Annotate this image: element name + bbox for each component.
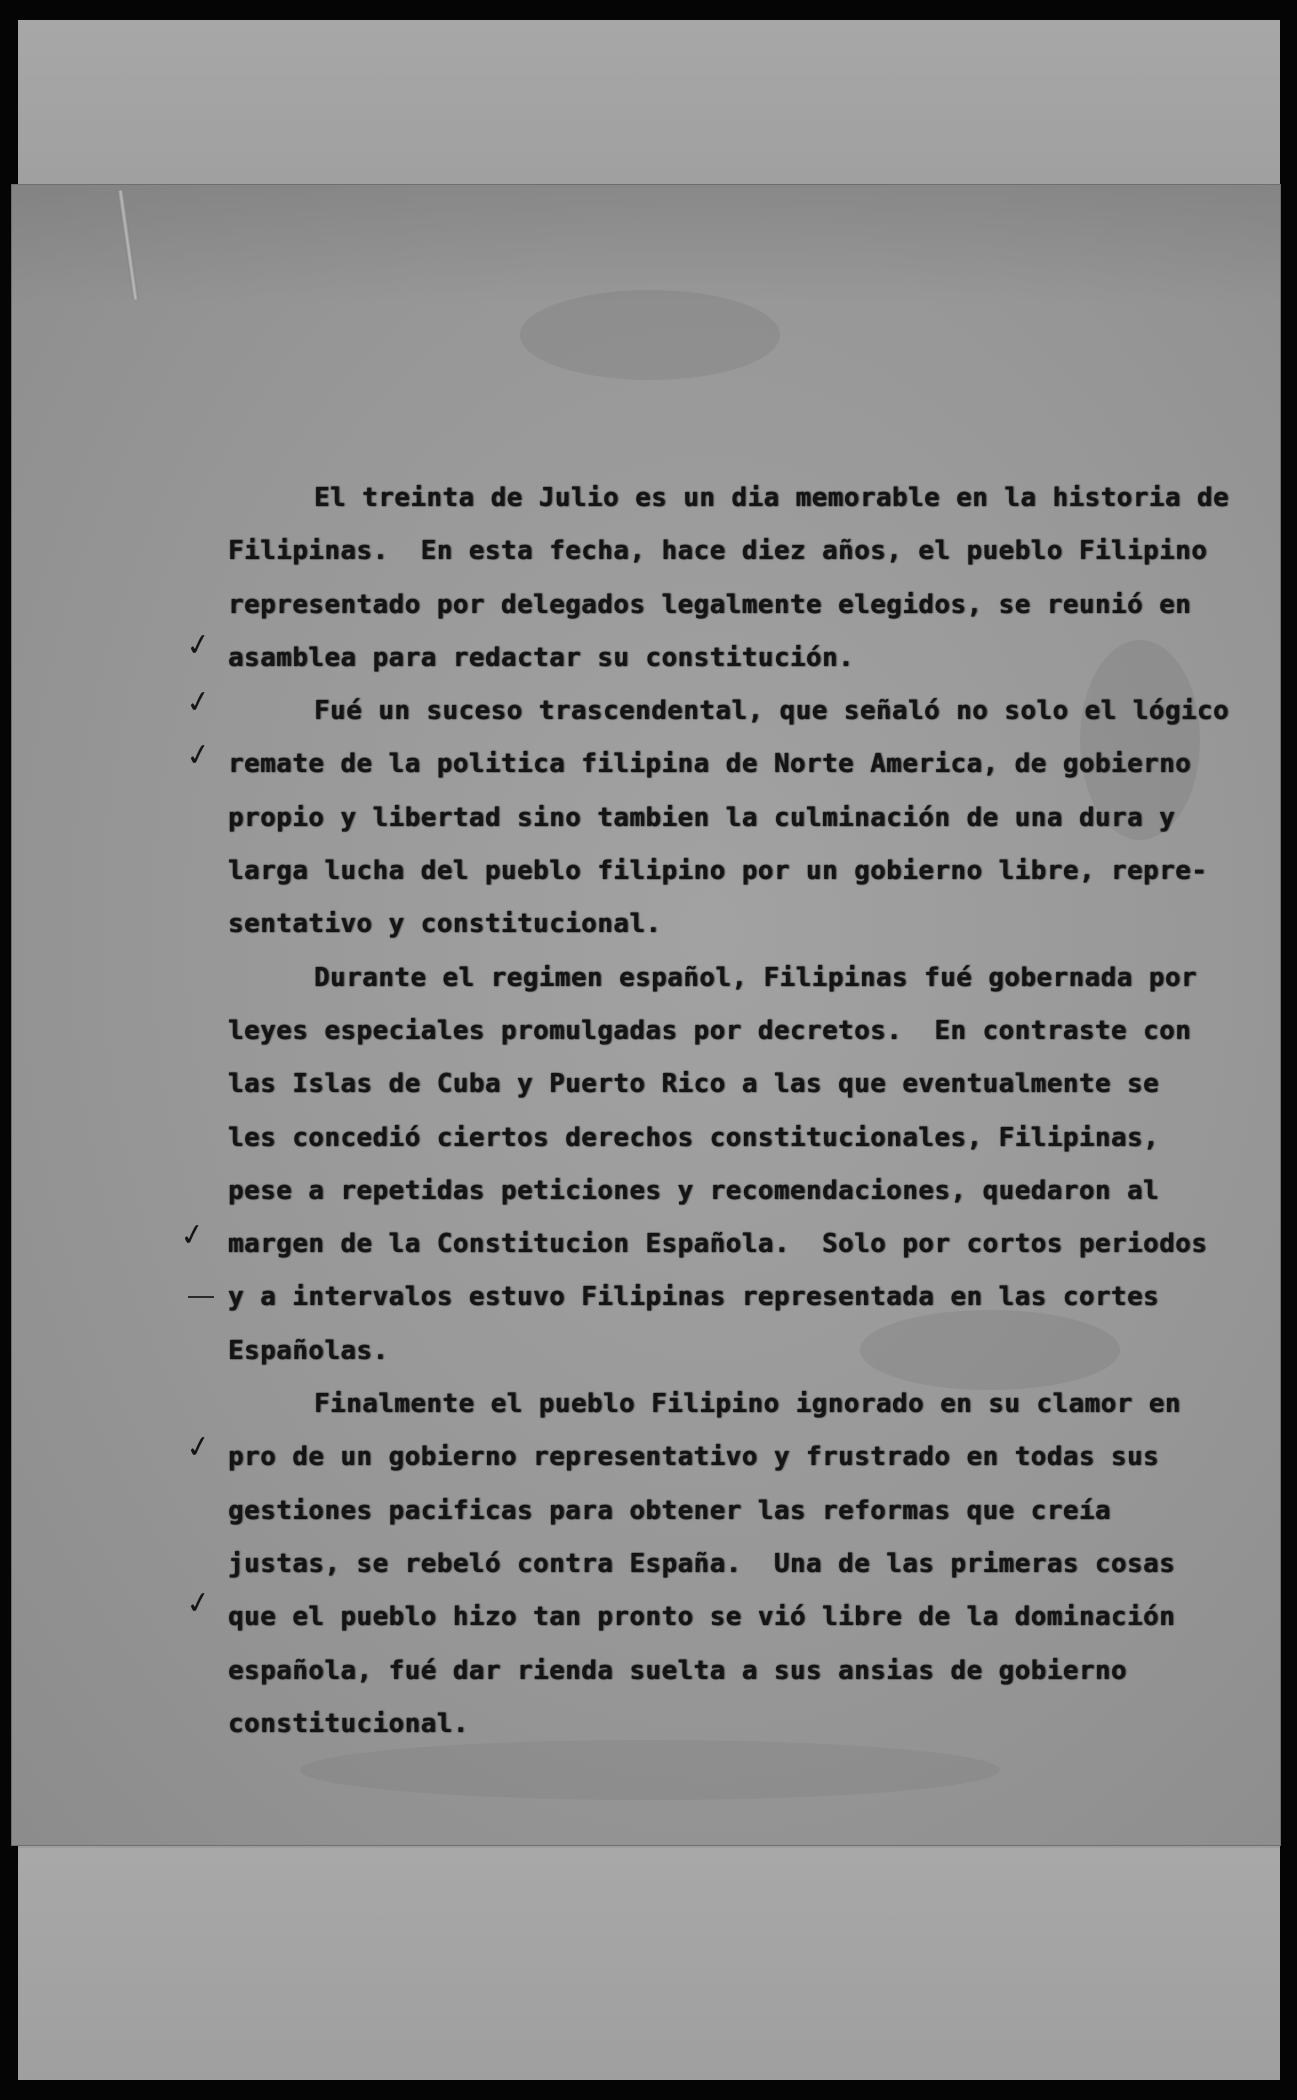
text-line: Españolas. <box>228 1335 389 1366</box>
backing-top-strip <box>18 20 1280 185</box>
document-body <box>228 472 1228 1751</box>
text-line: Fué un suceso trascendental, que señaló no solo el lógico <box>314 696 1230 727</box>
stain-mark <box>520 290 780 380</box>
checkmark-icon: ✓ <box>183 1428 214 1467</box>
text-line: constitucional. <box>228 1708 469 1739</box>
text-line: pro de un gobierno representativo y frustrado en todas sus <box>228 1442 1160 1473</box>
text-line: propio y libertad sino tambien la culminación de una dura y <box>228 802 1176 833</box>
text-line: margen de la Constitucion Española. Solo por cortos periodos <box>228 1229 1208 1260</box>
text-line: El treinta de Julio es un dia memorable en la historia de <box>314 483 1230 513</box>
checkmark-icon: ✓ <box>183 736 214 775</box>
text-line: representado por delegados legalmente elegidos, se reunió en <box>228 589 1192 620</box>
text-line: española, fué dar rienda suelta a sus ansias de gobierno <box>228 1655 1127 1686</box>
text-line: que el pueblo hizo tan pronto se vió libre de la dominación <box>228 1602 1176 1633</box>
text-line: Filipinas. En esta fecha, hace diez años, el pueblo Filipino <box>228 536 1208 567</box>
checkmark-icon: ✓ <box>177 1216 208 1255</box>
text-line: y a intervalos estuvo Filipinas representada en las cortes <box>228 1282 1160 1313</box>
text-line: sentativo y constitucional. <box>228 909 662 940</box>
text-line: leyes especiales promulgadas por decretos. En contraste con <box>228 1015 1192 1046</box>
backing-bottom-strip <box>18 1848 1280 2080</box>
text-line: remate de la politica filipina de Norte America, de gobierno <box>228 749 1192 780</box>
checkmark-icon: ✓ <box>183 626 214 665</box>
text-line: asamblea para redactar su constitución. <box>228 642 855 673</box>
checkmark-icon: ✓ <box>183 1584 214 1623</box>
text-line: las Islas de Cuba y Puerto Rico a las que eventualmente se <box>228 1069 1160 1100</box>
page-top-shadow <box>12 185 1280 305</box>
text-line: Durante el regimen español, Filipinas fué gobernada por <box>314 962 1197 993</box>
text-line: les concedió ciertos derechos constitucionales, Filipinas, <box>228 1122 1160 1153</box>
text-line: justas, se rebeló contra España. Una de las primeras cosas <box>228 1548 1176 1579</box>
text-line: gestiones pacificas para obtener las reformas que creía <box>228 1495 1111 1526</box>
text-line: pese a repetidas peticiones y recomendaciones, quedaron al <box>228 1175 1160 1206</box>
checkmark-icon: ✓ <box>183 683 214 722</box>
text-line: larga lucha del pueblo filipino por un gobierno libre, repre- <box>228 856 1208 887</box>
text-line: Finalmente el pueblo Filipino ignorado en su clamor en <box>314 1389 1181 1420</box>
